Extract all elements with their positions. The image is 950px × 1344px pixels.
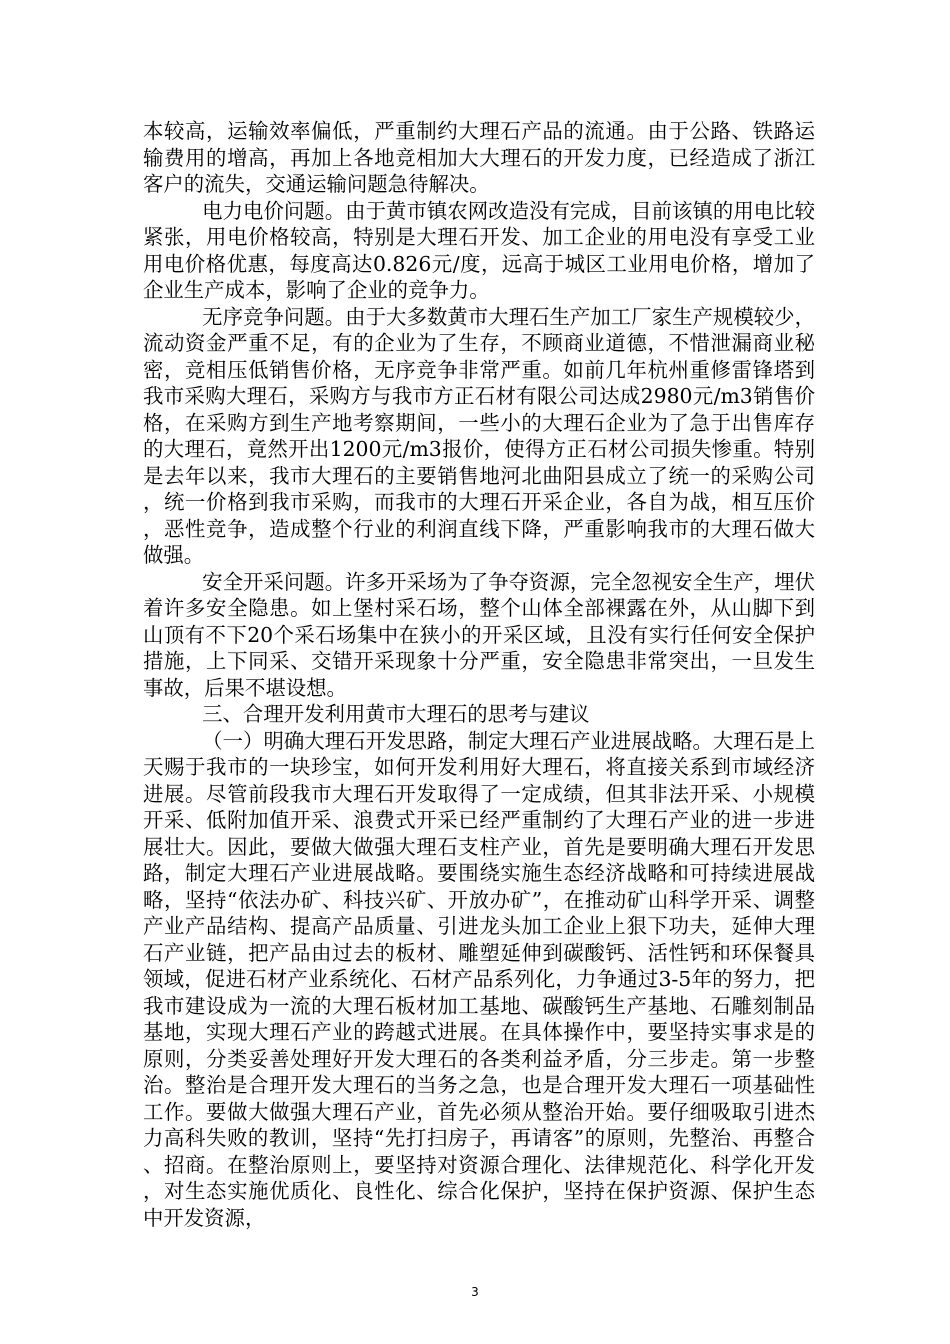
paragraph-strategy: （一）明确大理石开发思路，制定大理石产业进展战略。大理石是上天赐于我市的一块珍宝，如何开发利用好大理石，将直接关系到市域经济进展。尽管前段我市大理石开发取得了一定成绩，但其非法开采、小规模开采、低附加值开采、浪费式开采已经严重制约了大理石产业的进一步进展壮大。因此，要做大做强大理石支柱产业，首先是要明确大理石开发思路，制定大理石产业进展战略。要围绕实施生态经济战略和可持续进展战略，坚持“依法办矿、科技兴矿、开放办矿”，在推动矿山科学开采、调整产业产品结构、提高产品质量、引进龙头加工企业上狠下功夫，延伸大理石产业链，把产品由过去的板材、雕塑延伸到碳酸钙、活性钙和环保餐具领域，促进石材产业系统化、石材产品系列化，力争通过3-5年的努力，把我市建设成为一流的大理石板材加工基地、碳酸钙生产基地、石雕刻制品基地，实现大理石产业的跨越式进展。在具体操作中，要坚持实事求是的原则，分类妥善处理好开发大理石的各类利益矛盾，分三步走。第一步整治。整治是合理开发大理石的当务之急，也是合理开发大理石一项基础性工作。要做大做强大理石产业，首先必须从整治开始。要仔细吸取引进杰力高科失败的教训，坚持“先打扫房子，再请客”的原则，先整治、再整合、招商。在整治原则上，要坚持对资源合理化、法律规范化、科学化开发，对生态实施优质化、良性化、综合化保护，坚持在保护资源、保护生态中开发资源， <box>143 728 815 1230</box>
paragraph-electricity: 电力电价问题。由于黄市镇农网改造没有完成，目前该镇的用电比较紧张，用电价格较高，特别是大理石开发、加工企业的用电没有享受工业用电价格优惠，每度高达0.826元/度，远高于城区工业用电价格，增加了企业生产成本，影响了企业的竞争力。 <box>143 198 815 302</box>
paragraph-transport: 本较高，运输效率偏低，严重制约大理石产品的流通。由于公路、铁路运输费用的增高，再加上各地竞相加大大理石的开发力度，已经造成了浙江客户的流失，交通运输问题急待解决。 <box>143 119 815 196</box>
paragraph-safety: 安全开采问题。许多开采场为了争夺资源，完全忽视安全生产，埋伏着许多安全隐患。如上堡村采石场，整个山体全部裸露在外，从山脚下到山顶有不下20个采石场集中在狭小的开采区域，且没有实行任何安全保护措施，上下同采、交错开采现象十分严重，安全隐患非常突出，一旦发生事故，后果不堪设想。 <box>143 569 815 700</box>
section-heading: 三、合理开发利用黄市大理石的思考与建议 <box>202 702 590 726</box>
page-number: 3 <box>471 1285 479 1299</box>
paragraph-competition: 无序竞争问题。由于大多数黄市大理石生产加工厂家生产规模较少，流动资金严重不足，有的企业为了生存，不顾商业道德，不惜泄漏商业秘密，竞相压低销售价格，无序竞争非常严重。如前几年杭州重修雷锋塔到我市采购大理石，采购方与我市方正石材有限公司达成2980元/m3销售价格，在采购方到生产地考察期间，一些小的大理石企业为了急于出售库存的大理石，竟然开出1200元/m3报价，使得方正石材公司损失惨重。特别是去年以来，我市大理石的主要销售地河北曲阳县成立了统一的采购公司，统一价格到我市采购，而我市的大理石开采企业，各自为战，相互压价，恶性竞争，造成整个行业的利润直线下降，严重影响我市的大理石做大做强。 <box>143 304 815 567</box>
document-body <box>143 118 815 1231</box>
